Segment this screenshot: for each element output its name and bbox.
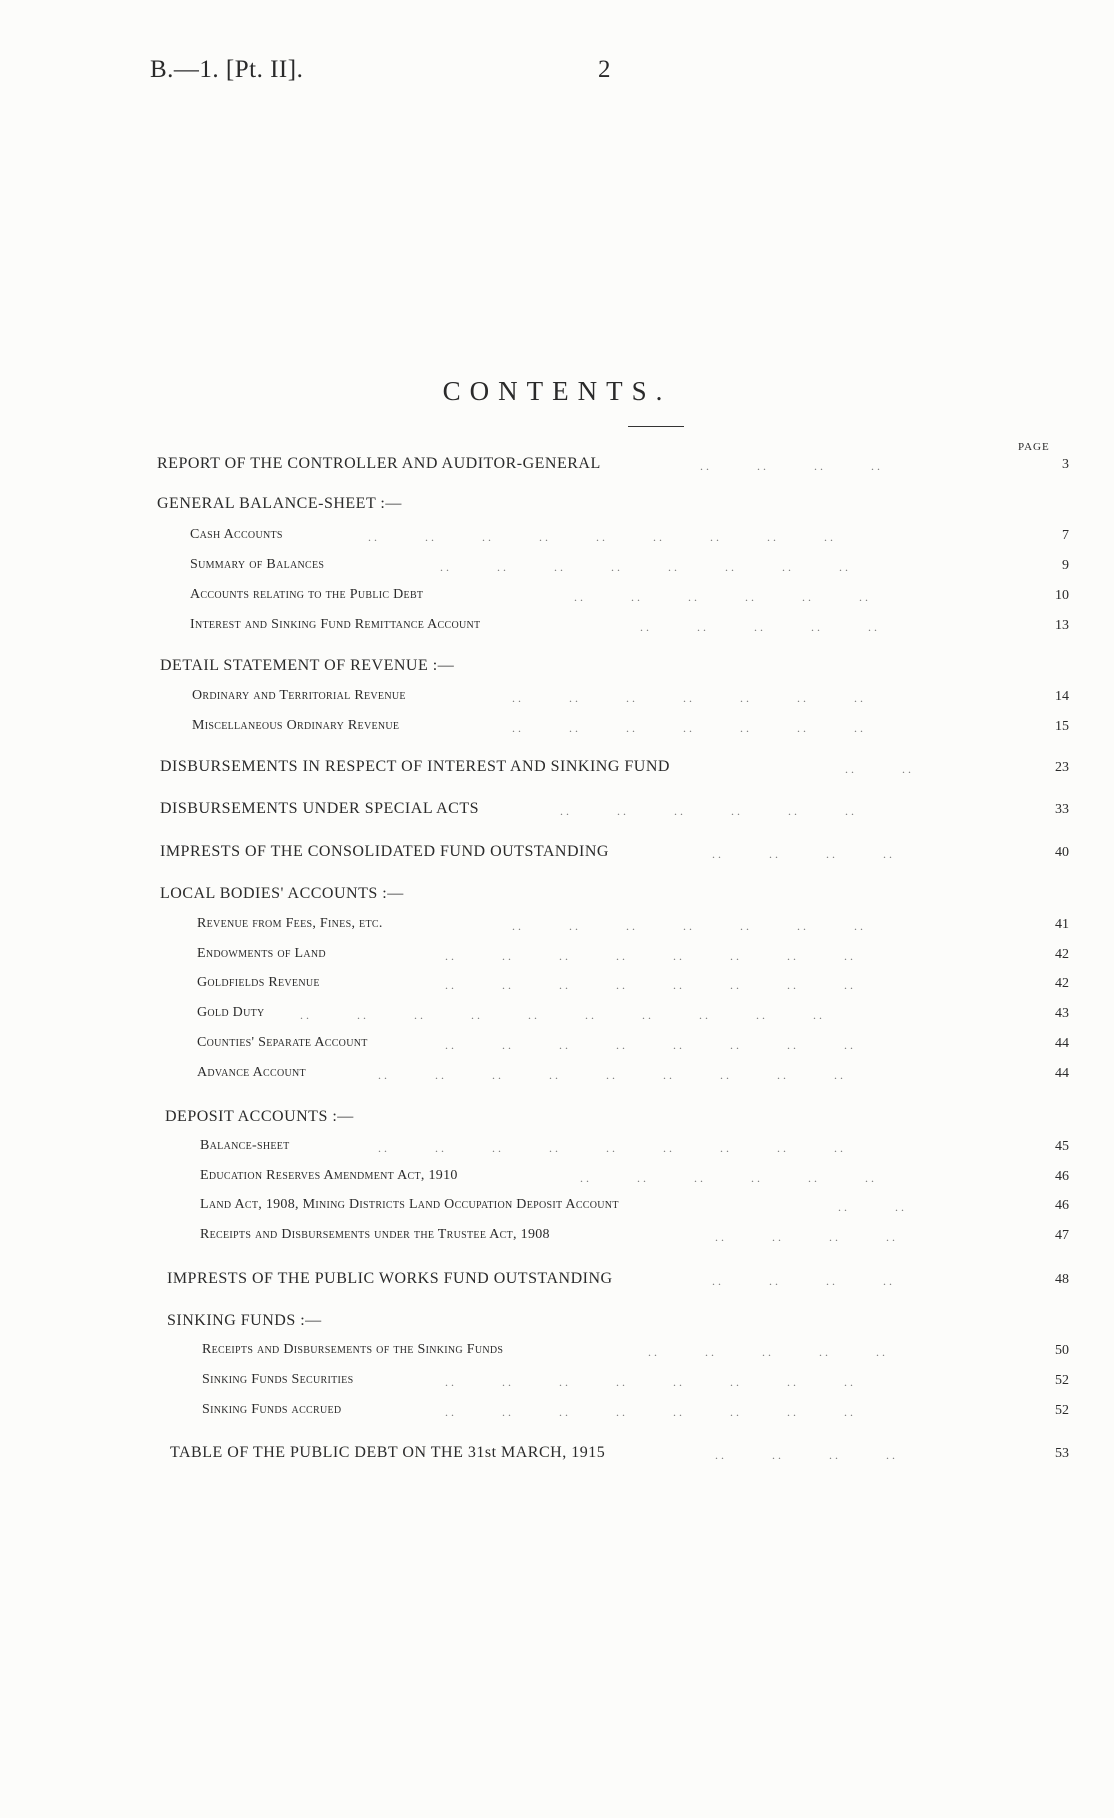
contents-entry	[0, 718, 1114, 742]
leader-dots: . . . . . . . .	[712, 847, 892, 861]
entry-page: 41	[1055, 917, 1069, 932]
entry-page: 46	[1055, 1198, 1069, 1213]
contents-entry	[0, 946, 1114, 970]
leader-dots: . . . . . . . . . . . . . .	[512, 721, 863, 735]
entry-label: IMPRESTS OF THE PUBLIC WORKS FUND OUTSTANDING	[167, 1270, 613, 1287]
entry-page: 9	[1062, 558, 1069, 573]
leader-dots: . . . . . . . .	[715, 1230, 895, 1244]
entry-page: 44	[1055, 1066, 1069, 1081]
contents-entry	[0, 1342, 1114, 1366]
entry-page: 43	[1055, 1006, 1069, 1021]
entry-label: Endowments of Land	[197, 946, 326, 961]
entry-label: Counties' Separate Account	[197, 1035, 368, 1050]
section-heading	[0, 1312, 1114, 1336]
contents-entry	[0, 1227, 1114, 1251]
contents-entry	[0, 1005, 1114, 1029]
section-heading	[0, 885, 1114, 909]
entry-label: Interest and Sinking Fund Remittance Account	[190, 617, 481, 632]
title-rule	[628, 426, 684, 427]
contents-entry	[0, 1035, 1114, 1059]
entry-label: REPORT OF THE CONTROLLER AND AUDITOR-GENERAL	[157, 455, 601, 472]
contents-entry	[0, 1444, 1114, 1468]
entry-page: 50	[1055, 1343, 1069, 1358]
entry-label: TABLE OF THE PUBLIC DEBT ON THE 31st MARCH, 1915	[170, 1444, 606, 1461]
entry-label: Receipts and Disbursements of the Sinking Funds	[202, 1342, 504, 1357]
leader-dots: . . . . . . . .	[700, 459, 880, 473]
leader-dots: . . . . . . . . . . . . . . . .	[445, 978, 853, 992]
contents-entry	[0, 557, 1114, 581]
entry-page: 23	[1055, 760, 1069, 775]
section-label: SINKING FUNDS :—	[167, 1312, 322, 1329]
entry-page: 3	[1062, 457, 1069, 472]
entry-label: DISBURSEMENTS UNDER SPECIAL ACTS	[160, 800, 480, 817]
entry-page: 47	[1055, 1228, 1069, 1243]
leader-dots: . . . .	[845, 762, 911, 776]
contents-entry	[0, 1197, 1114, 1221]
contents-entry	[0, 843, 1114, 867]
leader-dots: . . . . . . . .	[712, 1274, 892, 1288]
entry-label: Accounts relating to the Public Debt	[190, 587, 424, 602]
entry-page: 52	[1055, 1373, 1069, 1388]
entry-label: Gold Duty	[197, 1005, 265, 1020]
page-title: CONTENTS.	[442, 376, 672, 406]
contents-entry	[0, 1168, 1114, 1192]
entry-label: Education Reserves Amendment Act, 1910	[200, 1168, 458, 1183]
document-reference: B.—1. [Pt. II].	[150, 56, 304, 83]
entry-page: 53	[1055, 1446, 1069, 1461]
entry-page: 44	[1055, 1036, 1069, 1051]
section-label: LOCAL BODIES' ACCOUNTS :—	[160, 885, 404, 902]
entry-label: Ordinary and Territorial Revenue	[192, 688, 406, 703]
leader-dots: . . . . . . . . . . . . . . . . . .	[378, 1141, 843, 1155]
entry-page: 15	[1055, 719, 1069, 734]
leader-dots: . . . . . . . . . . . . . . . .	[445, 1375, 853, 1389]
entry-label: Balance-sheet	[200, 1138, 290, 1153]
entry-page: 48	[1055, 1272, 1069, 1287]
leader-dots: . . . . . . . . . . . . . . . . . . . .	[300, 1008, 822, 1022]
contents-entry	[0, 1138, 1114, 1162]
entry-label: IMPRESTS OF THE CONSOLIDATED FUND OUTSTANDING	[160, 843, 609, 860]
leader-dots: . . . . . . . . . . . .	[560, 804, 854, 818]
entry-page: 33	[1055, 802, 1069, 817]
entry-label: Revenue from Fees, Fines, etc.	[197, 916, 383, 931]
leader-dots: . . . . . . . . . . . . . . . . . .	[378, 1068, 843, 1082]
leader-dots: . . . . . . . . . .	[648, 1345, 885, 1359]
entry-label: Goldfields Revenue	[197, 975, 320, 990]
entry-label: Miscellaneous Ordinary Revenue	[192, 718, 400, 733]
leader-dots: . . . . . . . . . . . . . . . .	[445, 949, 853, 963]
entry-page: 13	[1055, 618, 1069, 633]
leader-dots: . . . . . . . . . . . . . . . .	[445, 1038, 853, 1052]
section-heading	[0, 657, 1114, 681]
entry-page: 42	[1055, 947, 1069, 962]
section-label: DEPOSIT ACCOUNTS :—	[165, 1108, 354, 1125]
contents-entry	[0, 1065, 1114, 1089]
entry-page: 46	[1055, 1169, 1069, 1184]
entry-label: DISBURSEMENTS IN RESPECT OF INTEREST AND SINKING FUND	[160, 758, 670, 775]
contents-entry	[0, 1402, 1114, 1426]
contents-entry	[0, 527, 1114, 551]
page-column-label: PAGE	[1018, 441, 1050, 453]
contents-entry	[0, 1372, 1114, 1396]
section-label: DETAIL STATEMENT OF REVENUE :—	[160, 657, 455, 674]
entry-label: Summary of Balances	[190, 557, 325, 572]
leader-dots: . . . . . . . . . . . .	[574, 590, 868, 604]
contents-entry	[0, 1270, 1114, 1294]
section-heading	[0, 495, 1114, 519]
leader-dots: . . . . . . . . . . . .	[580, 1171, 874, 1185]
entry-page: 52	[1055, 1403, 1069, 1418]
entry-page: 14	[1055, 689, 1069, 704]
entry-label: Advance Account	[197, 1065, 306, 1080]
contents-entry	[0, 587, 1114, 611]
entry-page: 42	[1055, 976, 1069, 991]
contents-entry	[0, 916, 1114, 940]
leader-dots: . . . . . . . . . .	[640, 620, 877, 634]
leader-dots: . . . . . . . . . . . . . . . .	[445, 1405, 853, 1419]
entry-label: Cash Accounts	[190, 527, 283, 542]
contents-entry	[0, 800, 1114, 824]
contents-entry	[0, 455, 1114, 479]
contents-entry	[0, 688, 1114, 712]
contents-entry	[0, 617, 1114, 641]
contents-entry	[0, 975, 1114, 999]
leader-dots: . . . . . . . . . . . . . .	[512, 919, 863, 933]
entry-page: 40	[1055, 845, 1069, 860]
entry-page: 10	[1055, 588, 1069, 603]
leader-dots: . . . . . . . . . . . . . . . . . .	[368, 530, 833, 544]
entry-label: Sinking Funds accrued	[202, 1402, 342, 1417]
entry-label: Receipts and Disbursements under the Trustee Act, 1908	[200, 1227, 550, 1242]
section-heading	[0, 1108, 1114, 1132]
contents-entry	[0, 758, 1114, 782]
entry-label: Sinking Funds Securities	[202, 1372, 354, 1387]
entry-label: Land Act, 1908, Mining Districts Land Occupation Deposit Account	[200, 1197, 619, 1212]
leader-dots: . . . . . . . . . . . . . . . .	[440, 560, 848, 574]
leader-dots: . . . . . . . . . . . . . .	[512, 691, 863, 705]
leader-dots: . . . . . . . .	[715, 1448, 895, 1462]
leader-dots: . . . .	[838, 1200, 904, 1214]
entry-page: 7	[1062, 528, 1069, 543]
section-label: GENERAL BALANCE-SHEET :—	[157, 495, 402, 512]
page-number: 2	[598, 56, 611, 83]
entry-page: 45	[1055, 1139, 1069, 1154]
